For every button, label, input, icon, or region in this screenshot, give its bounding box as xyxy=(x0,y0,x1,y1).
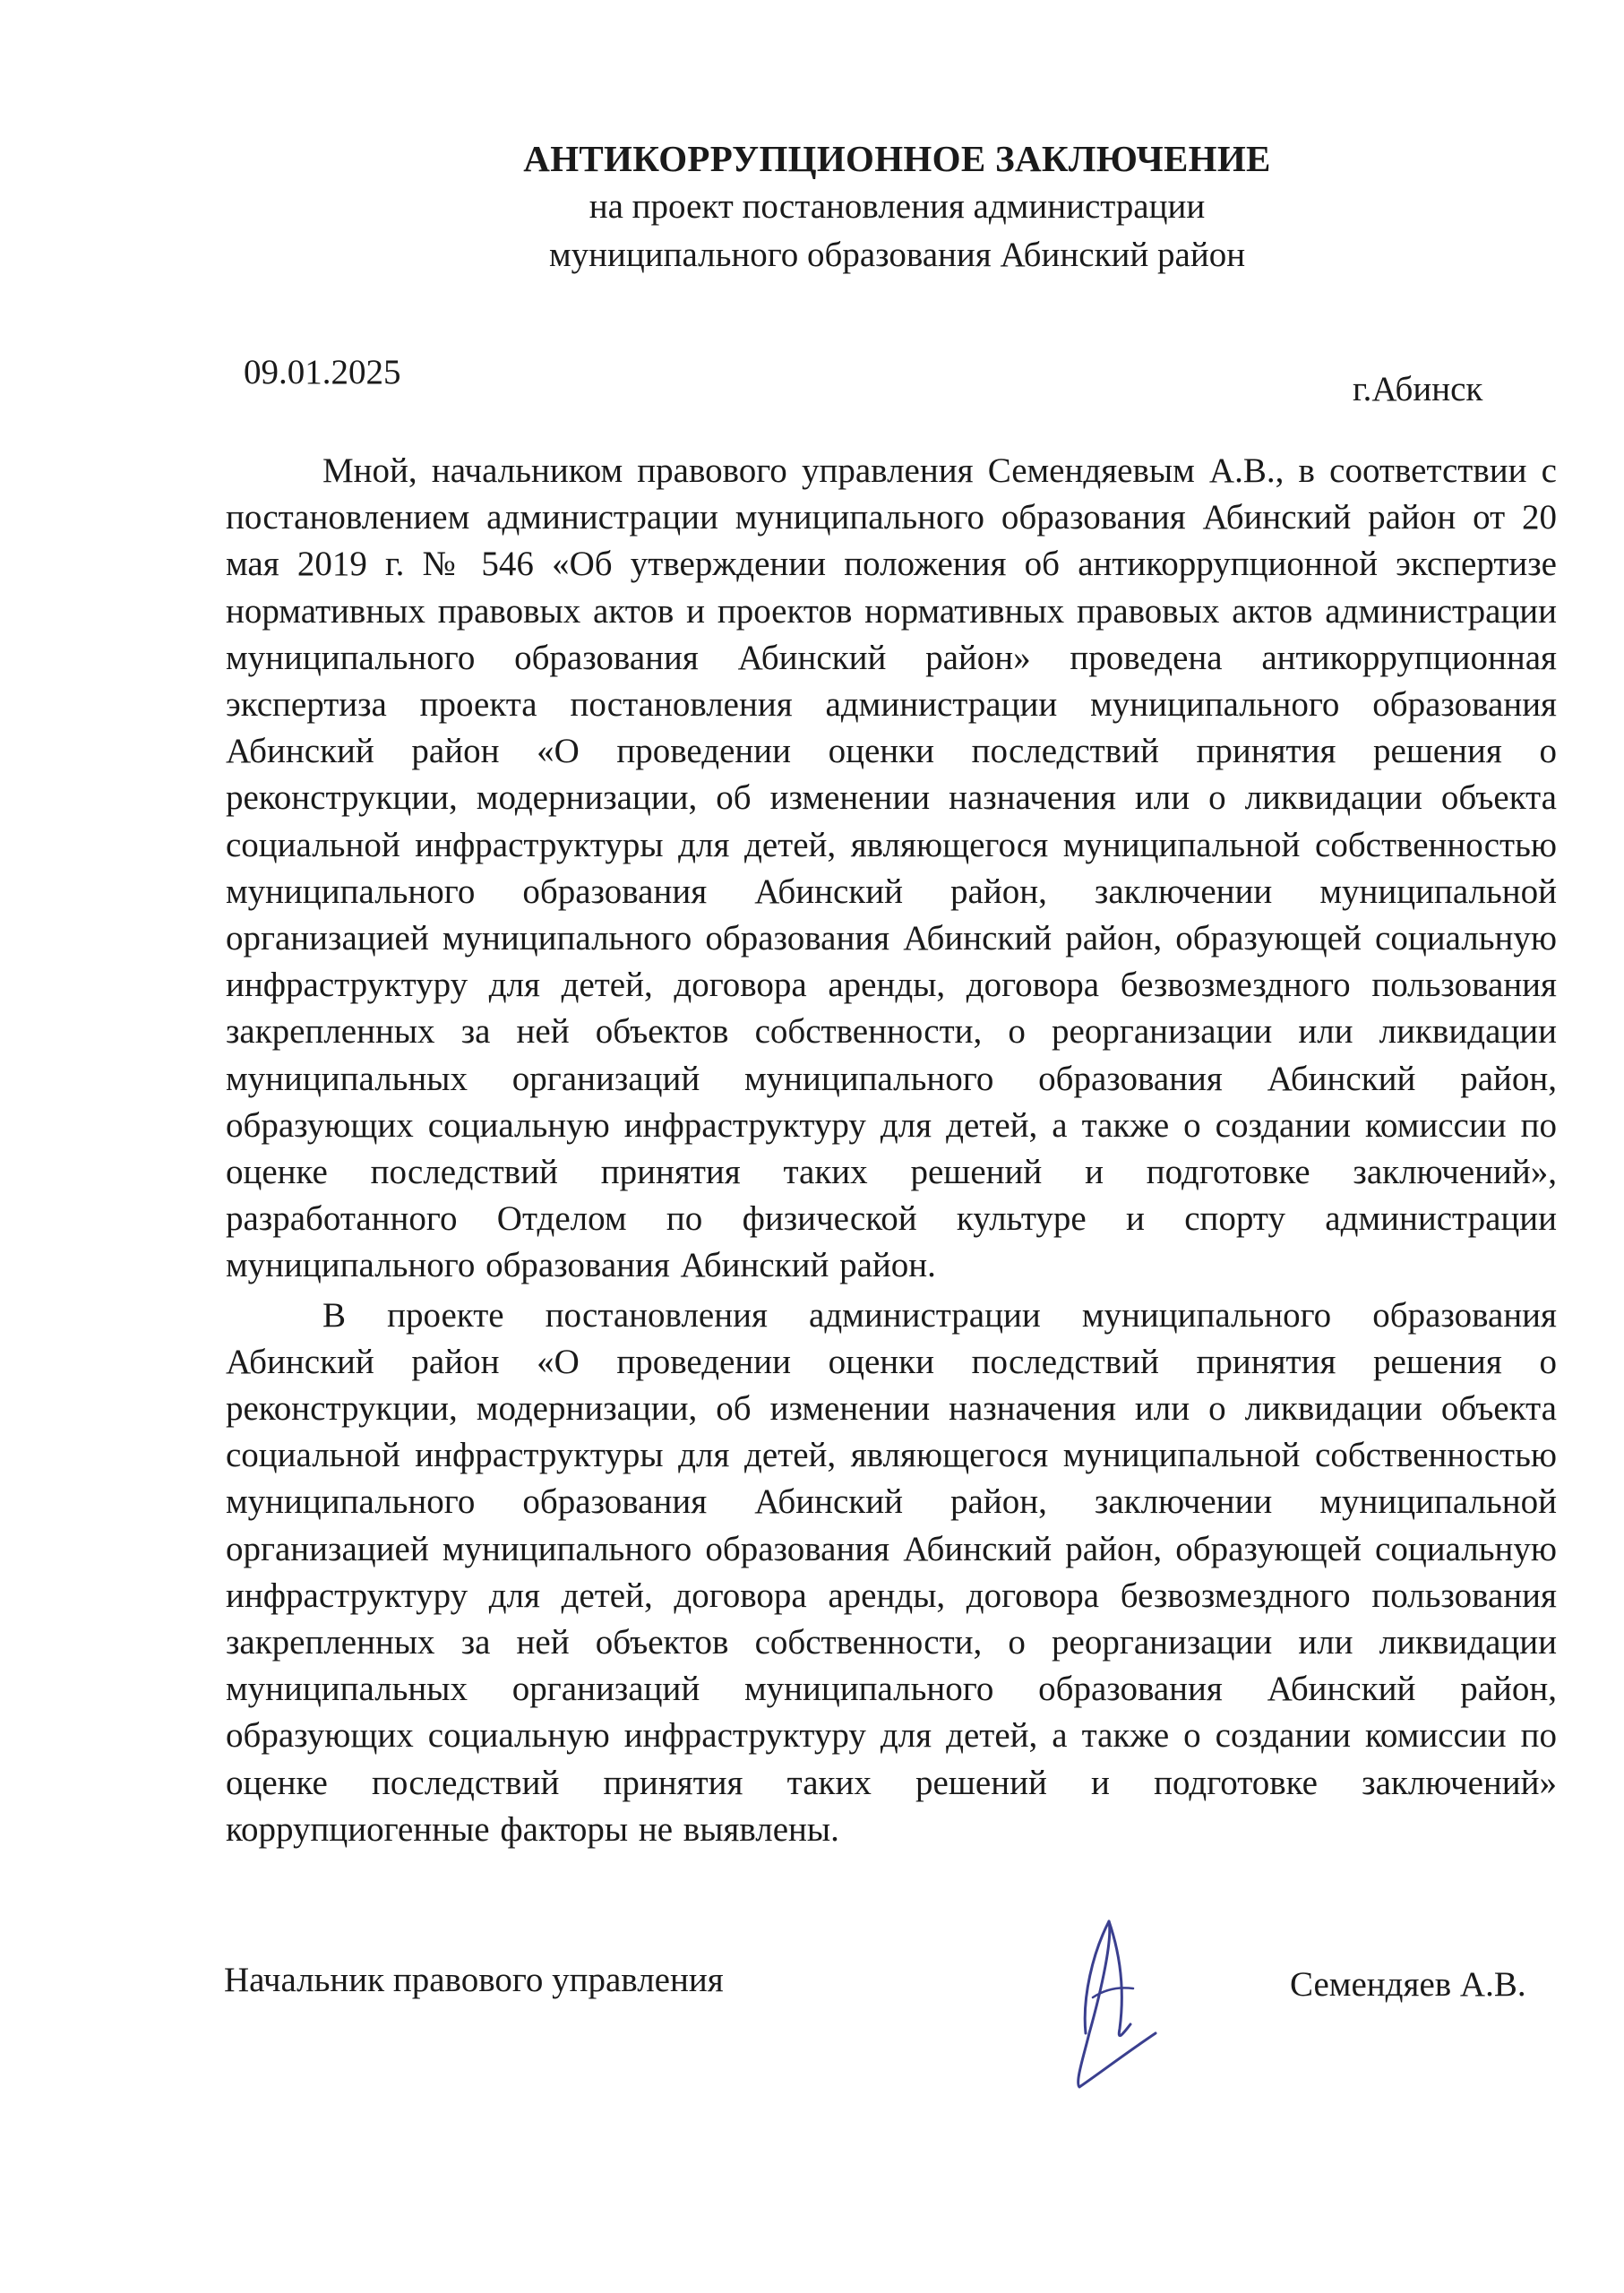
document-header xyxy=(0,134,1624,279)
document-subtitle-line2: муниципального образования Абинский район xyxy=(548,236,1246,274)
handwritten-signature xyxy=(1030,1899,1191,2105)
signature-block xyxy=(0,1960,1624,2058)
document-city: г.Абинск xyxy=(1353,370,1483,408)
document-date: 09.01.2025 xyxy=(244,353,401,391)
signatory-name: Семендяев А.В. xyxy=(1290,1965,1526,2004)
document-title: АНТИКОРРУПЦИОННОЕ ЗАКЛЮЧЕНИЕ xyxy=(523,138,1271,179)
body-paragraph-1: Мной, начальником правового управления Семендяевым А.В., в соответствии с постановлением администрации муниципального образования Абинский район от 20 мая 2019 г. № 546 «Об утверждении положения об антикоррупционной экспертизе нормативных правовых актов и проектов нормативных правовых актов администрации муниципального образования Абинский район» проведена антикоррупционная экспертиза проекта постановления администрации муниципального образования Абинский район «О проведении оценки последствий принятия решения о реконструкции, модернизации, об изменении назначения или о ликвидации объекта социальной инфраструктуры для детей, являющегося муниципальной собственностью муниципального образования Абинский район, заключении муниципальной организацией муниципального образования Абинский район, образующей социальную инфраструктуру для детей, договора аренды, договора безвозмездного пользования закрепленных за ней объектов собственности, о реорганизации или ликвидации муниципальных организаций муниципального образования Абинский район, образующих социальную инфраструктуру для детей, а также о создании комиссии по оценке последствий принятия таких решений и подготовке заключений», разработанного Отделом по физической культуре и спорту администрации муниципального образования Абинский район. xyxy=(226,451,1557,1285)
signatory-position: Начальник правового управления xyxy=(224,1961,724,1999)
body-paragraph-2: В проекте постановления администрации муниципального образования Абинский район «О проведении оценки последствий принятия решения о реконструкции, модернизации, об изменении назначения или о ликвидации объекта социальной инфраструктуры для детей, являющегося муниципальной собственностью муниципального образования Абинский район, заключении муниципальной организацией муниципального образования Абинский район, образующей социальную инфраструктуру для детей, договора аренды, договора безвозмездного пользования закрепленных за ней объектов собственности, о реорганизации или ликвидации муниципальных организаций муниципального образования Абинский район, образующих социальную инфраструктуру для детей, а также о создании комиссии по оценке последствий принятия таких решений и подготовке заключений» коррупциогенные факторы не выявлены. xyxy=(226,1295,1557,1849)
document-body xyxy=(226,448,1557,1856)
document-subtitle-line1: на проект постановления администрации xyxy=(589,187,1206,226)
